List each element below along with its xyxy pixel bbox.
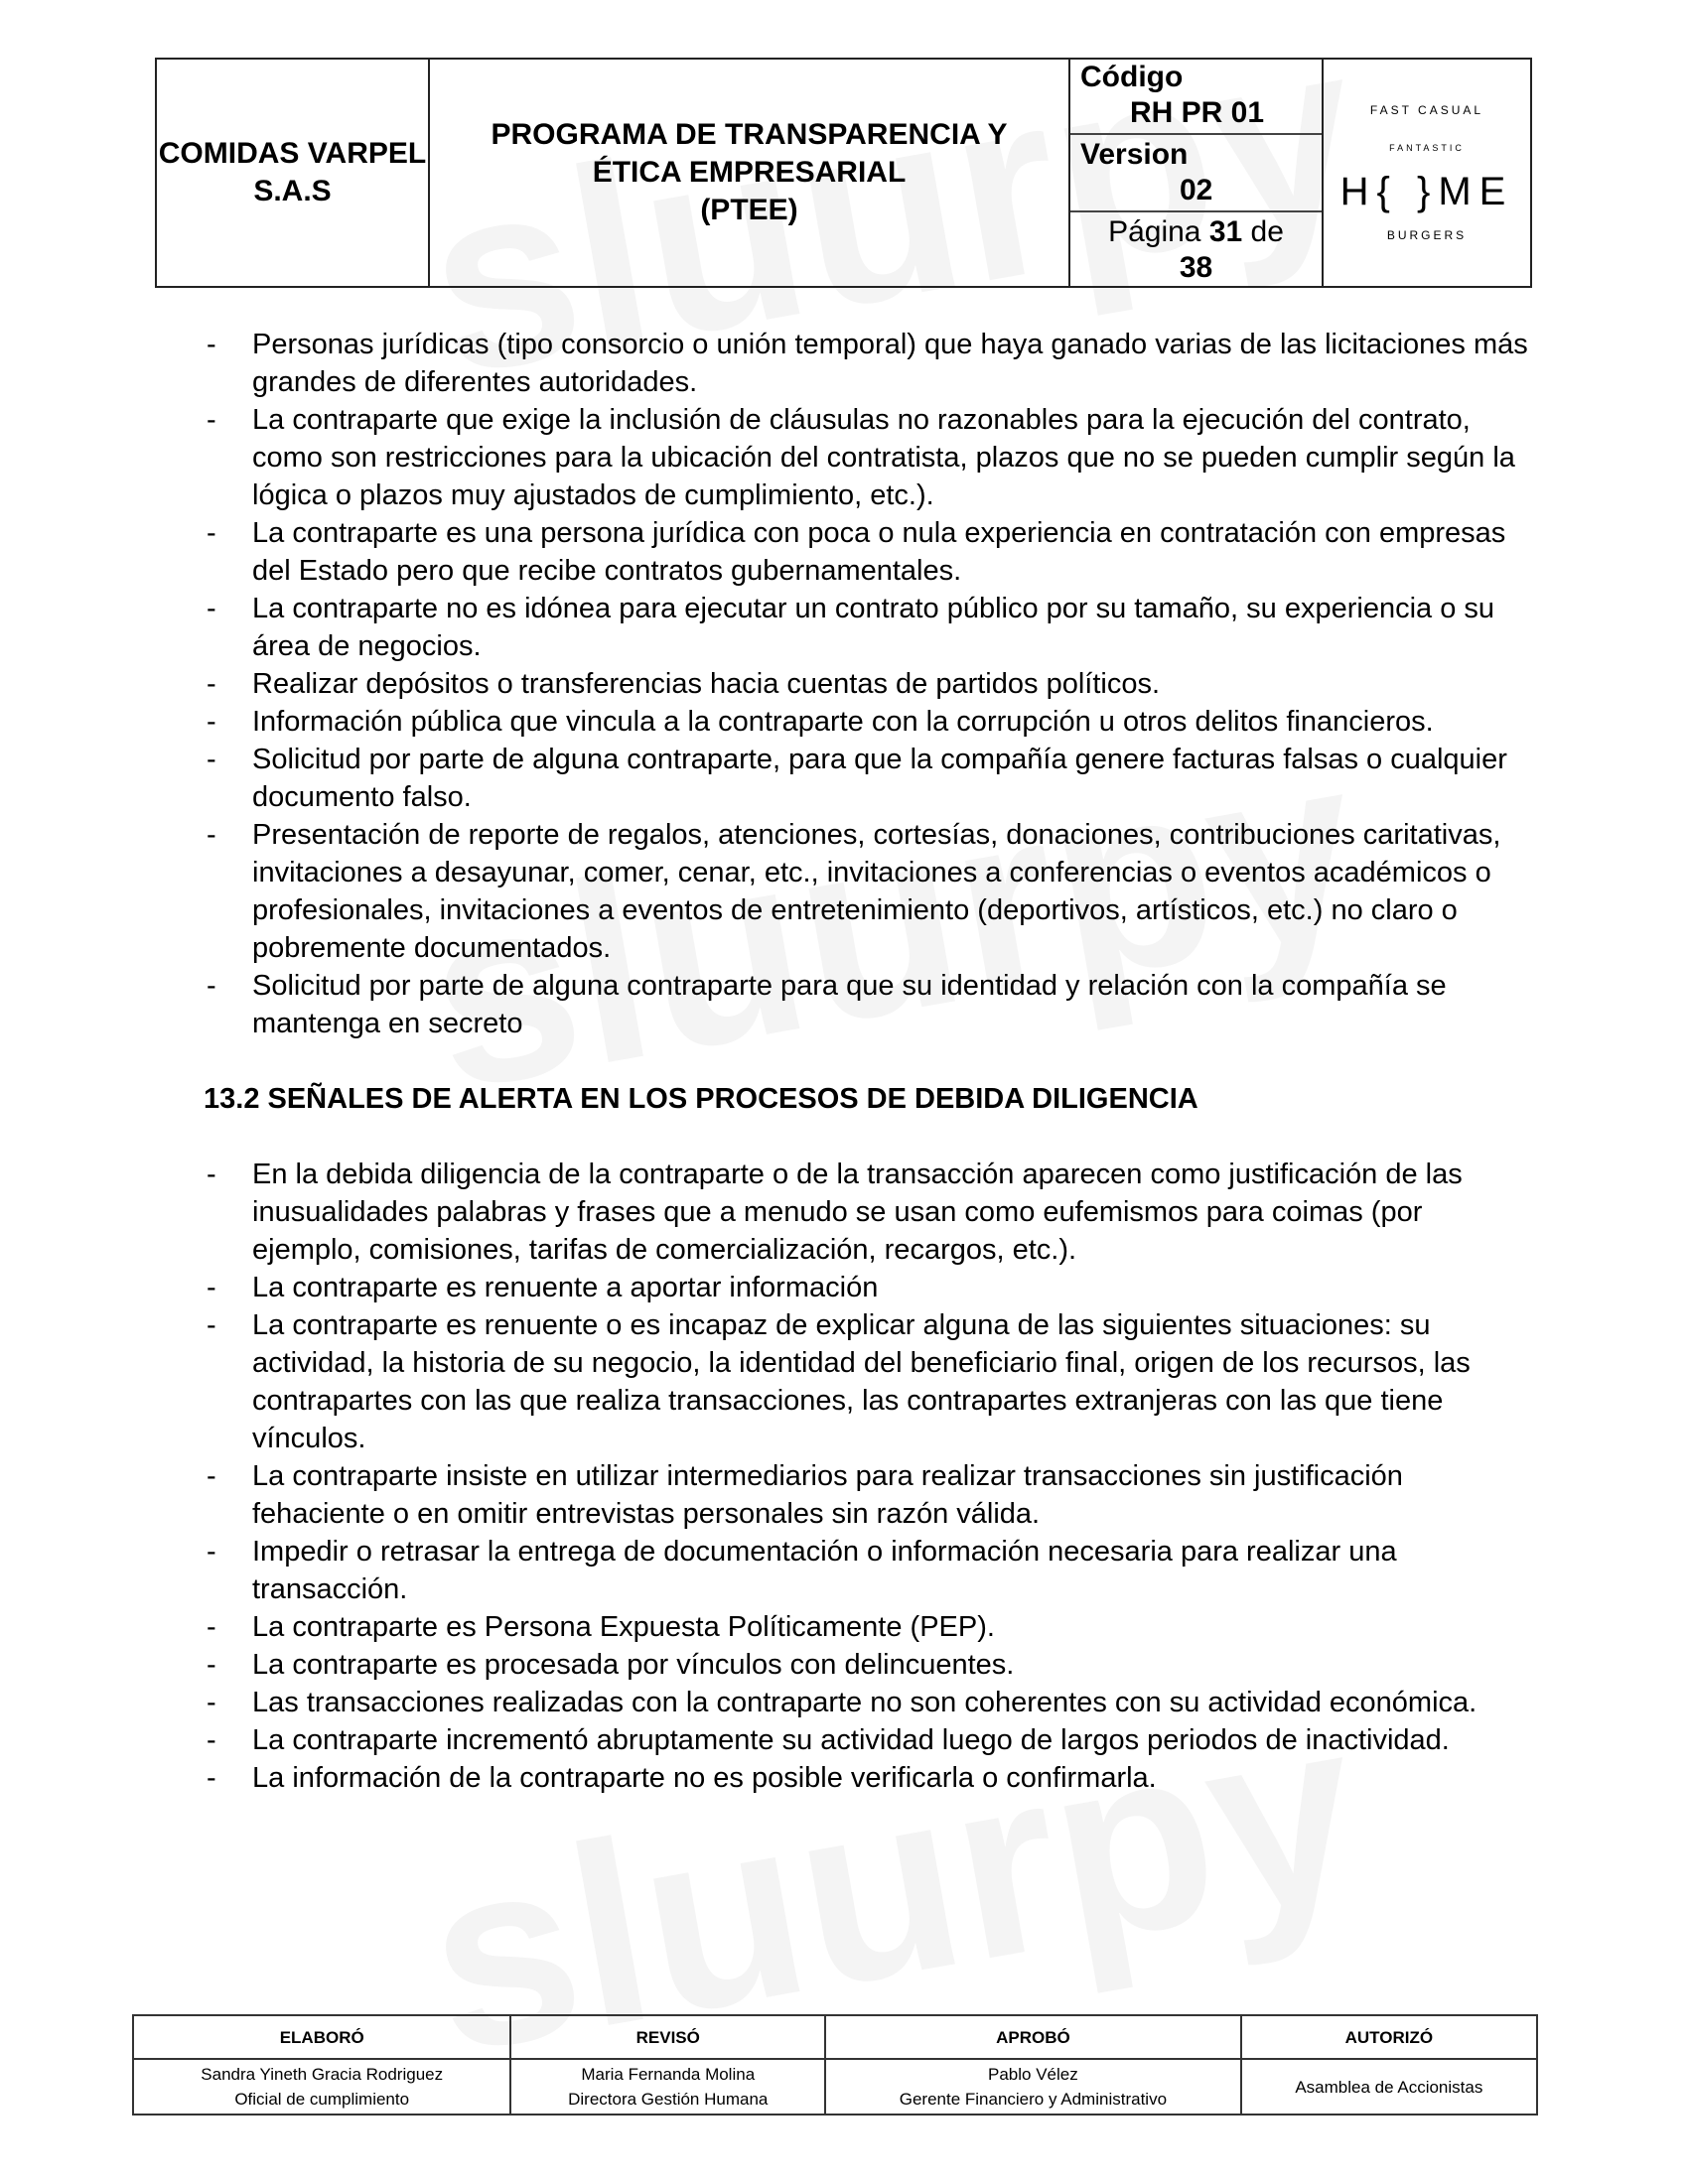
elaboro-cell (133, 2059, 510, 2115)
logo-text: FAST CASUAL (1369, 103, 1484, 117)
list-item: - La contraparte es renuente o es incapaz de explicar alguna de las siguientes situaciones: su actividad, la historia de su negocio, la identidad del beneficiario final, origen de los recursos, las contrapartes con las que realiza transacciones, las contrapartes extranjeras con las que tiene vínculos. (204, 1306, 1534, 1457)
role: Oficial de cumplimiento (234, 2090, 410, 2109)
list-item: - La información de la contraparte no es posible verificarla o confirmarla. (204, 1759, 1534, 1797)
page-current: 31 (1208, 215, 1243, 248)
list-item: - Solicitud por parte de alguna contraparte para que su identidad y relación con la compañía se mantenga en secreto (204, 967, 1534, 1042)
code-value: RH PR 01 (1130, 96, 1265, 129)
list-item: - Solicitud por parte de alguna contraparte, para que la compañía genere facturas falsas o cualquier documento falso. (204, 741, 1534, 816)
logo-text: H{ }ME (1339, 170, 1514, 213)
logo-text: FANTASTIC (1389, 143, 1465, 153)
version-label: Version (1080, 138, 1189, 171)
aprobo-cell (825, 2059, 1241, 2115)
list-item: - La contraparte es Persona Expuesta Políticamente (PEP). (204, 1608, 1534, 1646)
brand-logo (1324, 60, 1530, 286)
reviso-cell (510, 2059, 825, 2115)
list-item: - La contraparte es una persona jurídica con poca o nula experiencia en contratación con empresas del Estado pero que recibe contratos gubernamentales. (204, 514, 1534, 590)
title-line: ÉTICA EMPRESARIAL (592, 156, 907, 189)
list-item: - La contraparte insiste en utilizar intermediarios para realizar transacciones sin justificación fehaciente o en omitir entrevistas personales sin razón válida. (204, 1457, 1534, 1533)
header-reviso: REVISÓ (510, 2015, 825, 2059)
list-item: - Personas jurídicas (tipo consorcio o unión temporal) que haya ganado varias de las licitaciones más grandes de diferentes autoridades. (204, 326, 1534, 401)
role: Directora Gestión Humana (568, 2090, 769, 2109)
list-item: - Las transacciones realizadas con la contraparte no son coherentes con su actividad económica. (204, 1684, 1534, 1721)
company-name: COMIDAS VARPEL S.A.S (157, 60, 430, 286)
name: Pablo Vélez (988, 2065, 1078, 2084)
list-item: - Presentación de reporte de regalos, atenciones, cortesías, donaciones, contribuciones caritativas, invitaciones a desayunar, comer, cenar, etc., invitaciones a conferencias o eventos académicos o profesionales, invitaciones a eventos de entretenimiento (deportivos, artísticos, etc.) no claro o pobremente documentados. (204, 816, 1534, 967)
header-elaboro: ELABORÓ (133, 2015, 510, 2059)
list-item: - La contraparte es renuente a aportar información (204, 1269, 1534, 1306)
code-label: Código (1080, 61, 1184, 93)
name: Sandra Yineth Gracia Rodriguez (201, 2065, 444, 2084)
header-aprobo: APROBÓ (825, 2015, 1241, 2059)
alert-list (204, 326, 1534, 1042)
title-line: (PTEE) (700, 194, 798, 226)
section-heading: 13.2 SEÑALES DE ALERTA EN LOS PROCESOS DE DEBIDA DILIGENCIA (204, 1083, 1198, 1115)
due-diligence-alert-list (204, 1156, 1534, 1797)
document-body (204, 326, 1534, 1797)
list-item: - Impedir o retrasar la entrega de documentación o información necesaria para realizar una transacción. (204, 1533, 1534, 1608)
version-cell (1070, 135, 1322, 212)
list-item: - La contraparte que exige la inclusión de cláusulas no razonables para la ejecución del contrato, como son restricciones para la ubicación del contratista, plazos que no se pueden cumplir según la lógica o plazos muy ajustados de cumplimiento, etc.). (204, 401, 1534, 514)
version-value: 02 (1180, 174, 1213, 206)
document-meta (1070, 60, 1324, 286)
document-header (155, 58, 1532, 288)
page-label: Página (1108, 215, 1201, 248)
list-item: - Información pública que vincula a la contraparte con la corrupción u otros delitos financieros. (204, 703, 1534, 741)
list-item: - En la debida diligencia de la contraparte o de la transacción aparecen como justificación de las inusualidades palabras y frases que a menudo se usan como eufemismos para coimas (por ejemplo, comisiones, tarifas de comercialización, recargos, etc.). (204, 1156, 1534, 1269)
approval-table (132, 2014, 1538, 2116)
list-item: - Realizar depósitos o transferencias hacia cuentas de partidos políticos. (204, 665, 1534, 703)
page-of: de (1250, 215, 1284, 248)
list-item: - La contraparte incrementó abruptamente su actividad luego de largos periodos de inactividad. (204, 1721, 1534, 1759)
code-cell (1070, 58, 1322, 135)
name: Maria Fernanda Molina (581, 2065, 756, 2084)
header-autorizo: AUTORIZÓ (1241, 2015, 1537, 2059)
page-cell (1070, 212, 1322, 288)
list-item: - La contraparte no es idónea para ejecutar un contrato público por su tamaño, su experiencia o su área de negocios. (204, 590, 1534, 665)
page-total: 38 (1179, 251, 1213, 284)
document-title (430, 60, 1070, 286)
title-line: PROGRAMA DE TRANSPARENCIA Y (491, 118, 1008, 151)
autorizo-cell: Asamblea de Accionistas (1241, 2059, 1537, 2115)
list-item: - La contraparte es procesada por vínculos con delincuentes. (204, 1646, 1534, 1684)
logo-text: BURGERS (1386, 228, 1468, 242)
role: Gerente Financiero y Administrativo (899, 2090, 1168, 2109)
